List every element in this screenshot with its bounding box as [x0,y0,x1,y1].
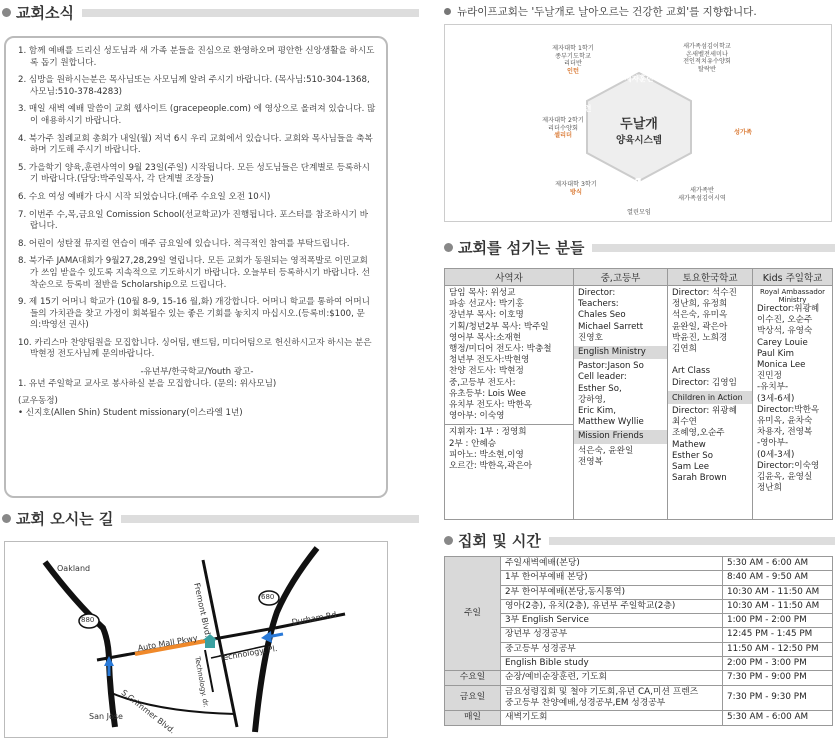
note-4: 제자대학 1학기 종부기도학교 리더반 인턴 [552,45,594,75]
map-label-tech-pl: Technology. Pl. [219,643,279,663]
title-bar [121,515,419,523]
staff-line: 중,고등부 전도사: [449,377,516,388]
schedule-table [444,556,833,726]
news-section-title: 교회소식 [2,2,419,23]
schedule-event: 중고등부 성경공부 [501,642,723,656]
staff-line [672,355,748,366]
staff-col-youth [574,286,668,520]
schedule-time: 8:40 AM - 9:50 AM [723,571,833,585]
staff-line: 기획/청년2부 목사: 박주일 [449,321,549,332]
map-label-680: 680 [261,593,275,601]
schedule-time: 1:00 PM - 2:00 PM [723,614,833,628]
schedule-row [445,642,833,656]
staff-line: 이수진, 오순주 [757,315,813,326]
staff-line: Monica Lee [757,360,806,371]
staff-header: 사역자 [445,269,574,286]
staff-line: 강하영, [578,394,606,405]
staff-line: 청년부 전도사:박현영 [449,355,530,366]
system-center: 두날개 양육시스템 [616,117,662,146]
staff-line: 윤완일, 곽은아 [672,321,728,332]
staff-line: Director: 위광혜 [672,406,737,417]
staff-line: Esther So, [578,383,622,394]
staff-line: 유초등부: Lois Wee [449,388,526,399]
schedule-time: 10:30 AM - 11:50 AM [723,585,833,599]
staff-line: Sarah Brown [672,473,727,484]
schedule-event: 영아(2층), 유치(2층), 유년부 주일학교(2층) [501,599,723,613]
schedule-row [445,685,833,711]
schedule-row [445,628,833,642]
staff-line: 정난희, 유정희 [672,299,728,310]
staff-header: 중,고등부 [574,269,668,286]
schedule-day: 주일 [445,557,501,671]
staff-line: 김윤옥, 윤영실 [757,472,813,483]
note-1: 열린모임 [627,209,651,216]
bullet-icon [2,514,11,523]
circle-3: 3 양 육 [692,87,710,113]
news-list [18,46,376,361]
staff-line: 진영호 [578,332,603,343]
schedule-time: 7:30 PM - 9:30 PM [723,685,833,711]
staff-line: Pastor:Jason So [578,361,644,372]
staff-line: Esther So [672,450,713,461]
map-label-automall: Auto Mall Pkwy [137,633,199,653]
bullet-icon [444,243,453,252]
schedule-event: 금요성령집회 및 철야 기도회,유년 CA,미션 프렌즈 중고등부 찬양예배,성경공부,EM 성경공부 [501,685,723,711]
schedule-time: 11:50 AM - 12:50 PM [723,642,833,656]
staff-line: -유치부- [757,382,789,393]
map-section-title: 교회 오시는 길 [2,508,419,529]
staff-line: Director:박한옥 [757,404,820,415]
staff-line: 영아부: 이숙영 [449,411,505,422]
staff-line: 지휘자: 1부 : 정영희 [449,427,527,438]
staff-line: (0세-3세) [757,449,795,460]
sub-header-mission: Mission Friends [574,430,667,443]
staff-line: 찬양 전도사: 박현정 [449,366,524,377]
map-label-oakland: Oakland [57,564,91,573]
schedule-day: 수요일 [445,671,501,685]
circle-1: 1 전 도 [630,175,648,201]
staff-line: Mathew [672,439,706,450]
news-item: 9. 제 15기 어머니 학교가 (10월 8-9, 15-16 월,화) 개강합니다. 어머니 학교를 통하여 어머니들의 가치관을 찾고 가정이 회복될수 있는 좋은 기회를 놓치지 마십시오.(등록비:$100, 문의:박영선 권사) [18,297,370,331]
sub-header-em: English Ministry [574,346,667,359]
staff-line: -영아부- [757,438,789,449]
staff-line: Sam Lee [672,462,710,473]
ra-heading: Royal Ambassador Ministry [760,288,825,304]
schedule-event: 3부 English Service [501,614,723,628]
staff-line: Director: 김영임 [672,377,737,388]
schedule-row [445,557,833,571]
map-label-grimmer: S.Grimmer Blvd. [119,688,177,736]
schedule-day: 매일 [445,711,501,725]
staff-line: 오르간: 박한옥,곽은아 [449,461,533,472]
bullet-icon [2,8,11,17]
member-heading: (교우동정) [18,396,58,407]
staff-line: 박윤진, 노희경 [672,332,728,343]
news-item: 4. 북가주 침례교회 총회가 내일(월) 저녁 6시 우리 교회에서 있습니다. 교회와 목사님들을 축복하며 기도해 주시기 바랍니다. [18,133,373,156]
staff-line: 석은숙, 유미옥 [672,310,728,321]
note-2: 새가족반 새가족섬김이시역 [678,187,726,202]
note-5: 제자대학 2학기 리더수양회 셀리더 [542,117,584,140]
staff-line: 조혜영,오순주 [672,428,725,439]
schedule-section-title: 집회 및 시간 [444,530,835,551]
schedule-time: 5:30 AM - 6:00 AM [723,711,833,725]
staff-line: 2부 : 안혜승 [449,438,497,449]
schedule-time: 12:45 PM - 1:45 PM [723,628,833,642]
schedule-row [445,614,833,628]
discipleship-diagram [444,24,832,222]
schedule-event: 장년부 성경공부 [501,628,723,642]
staff-line: Chales Seo [578,310,626,321]
schedule-event: English Bible study [501,657,723,671]
schedule-row [445,585,833,599]
map-label-durham: Durham Rd [291,610,338,627]
sub-header-cia: Children in Action [668,391,752,404]
news-item: 8. 북가주 JAMA대회가 9월27,28,29일 열립니다. 모든 교회가 동원되는 영적폭발로 이민교회가 쓰임 받을수 있도록 지속적으로 기도하시기 바랍니다. 오늘부터 등록하시기 바랍니다. 선착순으로 등록비 절반을 Scholarship으로 드립니다. [18,256,370,290]
staff-header: 토요한국학교 [668,269,753,286]
member-item: • 신지호(Allen Shin) Student missionary(이스라엘 1년) [18,407,243,418]
schedule-event: 2부 한어부예배(본당,동시통역) [501,585,723,599]
staff-line: 유미옥, 윤차숙 [757,416,813,427]
note-growth: 성가족 [734,129,752,136]
bullet-icon [444,536,453,545]
staff-line: Michael Sarrett [578,321,644,332]
news-item: 7. 이번주 수,목,금요일 Comission School(선교학교)가 진행됩니다. 포스터를 참조하시기 바랍니다. [18,209,368,232]
staff-line: 최수연 [672,417,697,428]
staff-table [444,268,833,520]
staff-line: Paul Kim [757,348,795,359]
schedule-event: 1부 한어부예배 본당) [501,571,723,585]
circle-2: 2 정 착 [692,145,710,171]
staff-line: 박상석, 유영숙 [757,326,813,337]
staff-line: Director: 석수진 [672,288,737,298]
title-bar [592,244,835,252]
staff-line: 행정/미디어 전도사: 박충철 [449,344,552,355]
staff-col-korean-school [668,286,753,520]
staff-line: 차용자, 전영복 [757,427,813,438]
directions-map [4,541,388,738]
staff-line: 유치부 전도사: 박한옥 [449,400,533,411]
staff-line: 영어부 목사:소재현 [449,332,522,343]
news-item: 8. 어린이 성탄절 뮤지컬 연습이 매주 금요일에 있습니다. 적극적인 참여를 부탁드립니다. [18,238,350,249]
title-bar [82,9,419,17]
staff-line: (3세-6세) [757,393,795,404]
staff-line: 전영복 [578,456,603,467]
youth-heading: -유년부/한국학교/Youth 광고- [140,367,254,378]
staff-line: Director:위광혜 [757,304,820,314]
staff-line: 담임 목사: 위성교 [449,288,516,298]
schedule-time: 2:00 PM - 3:00 PM [723,657,833,671]
news-item: 3. 매일 새벽 예배 말씀이 교회 웹사이트 (gracepeople.com) 에 영상으로 올려져 있습니다. 많이 애용하시기 바랍니다. [18,104,376,126]
staff-line: Director:이숙영 [757,460,820,471]
schedule-time: 7:30 PM - 9:00 PM [723,671,833,685]
staff-line: 정난희 [757,483,782,494]
news-box [4,36,388,498]
note-6: 제자대학 3학기 방식 [555,181,597,196]
circle-4: 4 제자훈련 [624,57,654,83]
youth-item: 1. 유년 주일학교 교사로 봉사하실 분을 모집합니다. (문의: 위사모님) [18,378,277,389]
schedule-time: 5:30 AM - 6:00 AM [723,557,833,571]
staff-line: Teachers: [578,299,619,310]
news-item: 1. 함께 예배를 드리신 성도님과 새 가족 분들을 진심으로 환영하오며 평안한 신앙생활을 하시도록 돕기 원합니다. [18,46,375,68]
schedule-event: 새벽기도회 [501,711,723,725]
map-label-tech-dr: Technology. dr. [193,656,210,709]
schedule-event: 주일새벽예배(본당) [501,557,723,571]
slogan: 뉴라이프교회는 '두날개로 날아오르는 건강한 교회'를 지향합니다. [444,4,757,19]
circle-5: 5 군사훈련 [562,87,592,113]
staff-line: Carey Louie [757,337,808,348]
map-label-880: 880 [81,616,95,624]
staff-line: 석은숙, 윤완일 [578,445,634,456]
note-3: 새가족섬김이학교 온새벨전세미나 전인적치유수양회 탈락반 [683,43,731,73]
staff-line: Director: [578,288,616,298]
staff-line: 장년부 목사: 이호명 [449,310,524,321]
staff-line: Eric Kim, [578,406,616,417]
staff-line: Matthew Wyllie [578,417,644,428]
title-bar [549,537,835,545]
staff-line: 진민정 [757,371,782,382]
news-item: 5. 가을학기 양육,훈련사역이 9월 23일(주일) 시작됩니다. 모든 성도님들은 단계별로 등록하시기 바랍니다.(담당:박주일목사, 각 단계별 조장들) [18,162,370,185]
circle-6: 6 파송선교사 [558,145,596,171]
news-item: 6. 수요 여성 예배가 다시 시작 되었습니다.(매주 수요일 오전 10시) [18,191,271,202]
staff-line: Art Class [672,366,711,377]
news-item: 10. 카리스마 찬양팀원을 모집합니다. 싱어팀, 밴드팀, 미디어팀으로 헌신하시고자 하시는 분은 박현정 전도사님께 문의바랍니다. [18,337,372,360]
schedule-row [445,711,833,725]
staff-col-ministers [445,286,574,520]
map-label-sanjose: San Jose [89,712,123,721]
staff-section-title: 교회를 섬기는 분들 [444,237,835,258]
staff-line: 김연희 [672,344,697,355]
news-item: 2. 심방을 원하시는분은 목사님또는 사모님께 알려 주시기 바랍니다. (목사님:510-304-1368, 사모님:510-378-4283) [18,75,370,97]
schedule-row [445,671,833,685]
schedule-event: 순장/예비순장훈련, 기도회 [501,671,723,685]
schedule-row [445,599,833,613]
bullet-icon [444,8,451,15]
schedule-row [445,571,833,585]
schedule-day: 금요일 [445,685,501,711]
map-label-fremont: Fremont Blvd. [192,582,213,639]
schedule-row [445,657,833,671]
schedule-time: 10:30 AM - 11:50 AM [723,599,833,613]
staff-header: Kids 주일학교 [753,269,833,286]
staff-line: 피아노: 박소현,이영 [449,449,524,460]
staff-line: 파송 선교사: 박기홍 [449,299,524,310]
staff-line: Cell leader: [578,372,627,383]
staff-col-kids [753,286,833,520]
